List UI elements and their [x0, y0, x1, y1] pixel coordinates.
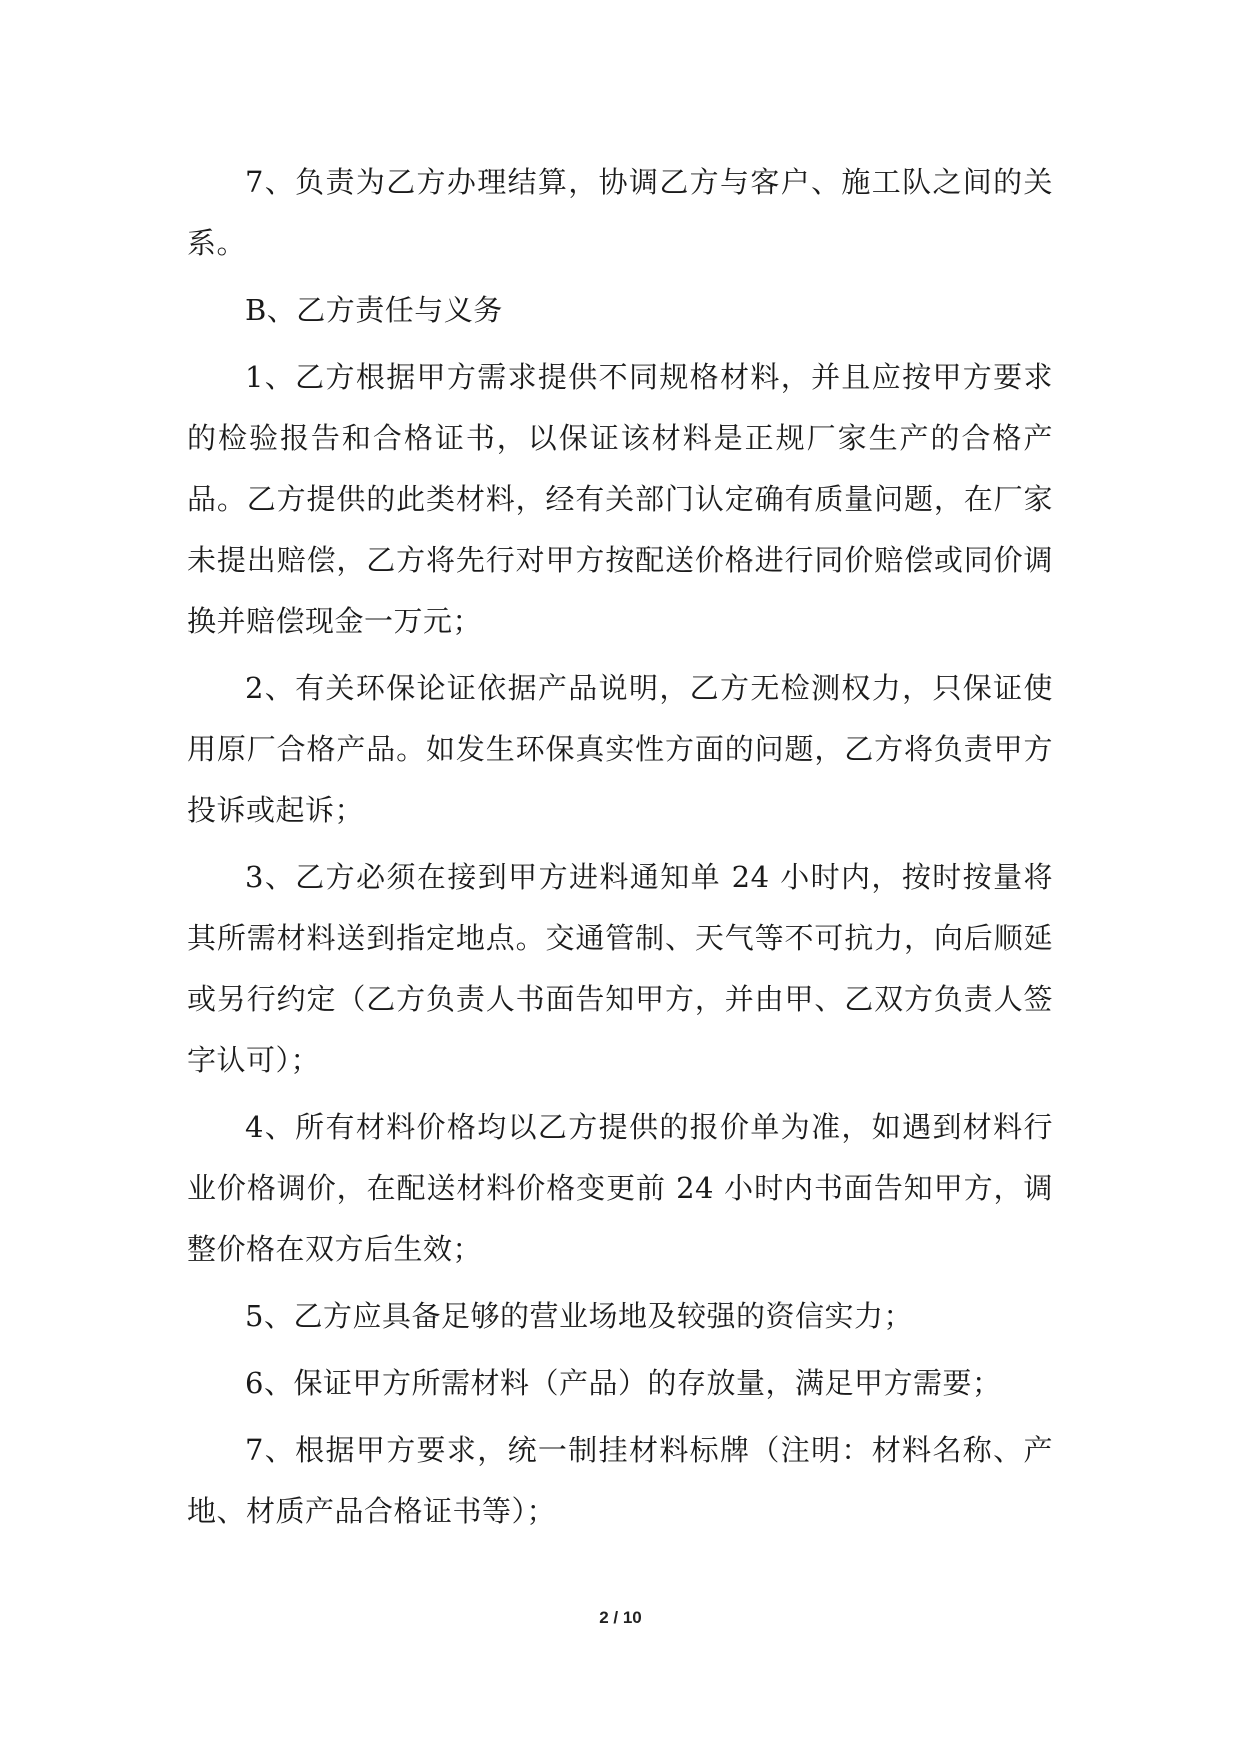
paragraph-clause-b3: 3、乙方必须在接到甲方进料通知单 24 小时内，按时按量将其所需材料送到指定地点。交通管制、天气等不可抗力，向后顺延或另行约定（乙方负责人书面告知甲方，并由甲、乙双方负责人签字认可）；	[187, 860, 1053, 1077]
paragraph-clause-a7: 7、负责为乙方办理结算，协调乙方与客户、施工队之间的关系。	[187, 165, 1053, 260]
paragraph-clause-b1: 1、乙方根据甲方需求提供不同规格材料，并且应按甲方要求的检验报告和合格证书，以保证该材料是正规厂家生产的合格产品。乙方提供的此类材料，经有关部门认定确有质量问题，在厂家未提出赔偿，乙方将先行对甲方按配送价格进行同价赔偿或同价调换并赔偿现金一万元；	[187, 360, 1053, 638]
paragraph-clause-b4: 4、所有材料价格均以乙方提供的报价单为准，如遇到材料行业价格调价，在配送材料价格变更前 24 小时内书面告知甲方，调整价格在双方后生效；	[187, 1110, 1053, 1266]
section-heading-b: B、乙方责任与义务	[245, 293, 503, 327]
page-number: 2 / 10	[599, 1608, 642, 1627]
document-body	[187, 152, 1053, 1548]
paragraph-clause-b7: 7、根据甲方要求，统一制挂材料标牌（注明：材料名称、产地、材质产品合格证书等）；	[187, 1433, 1053, 1528]
paragraph-clause-b5: 5、乙方应具备足够的营业场地及较强的资信实力；	[245, 1299, 913, 1333]
paragraph-clause-b6: 6、保证甲方所需材料（产品）的存放量，满足甲方需要；	[245, 1366, 1002, 1400]
paragraph-clause-b2: 2、有关环保论证依据产品说明，乙方无检测权力，只保证使用原厂合格产品。如发生环保真实性方面的问题，乙方将负责甲方投诉或起诉；	[187, 671, 1053, 827]
